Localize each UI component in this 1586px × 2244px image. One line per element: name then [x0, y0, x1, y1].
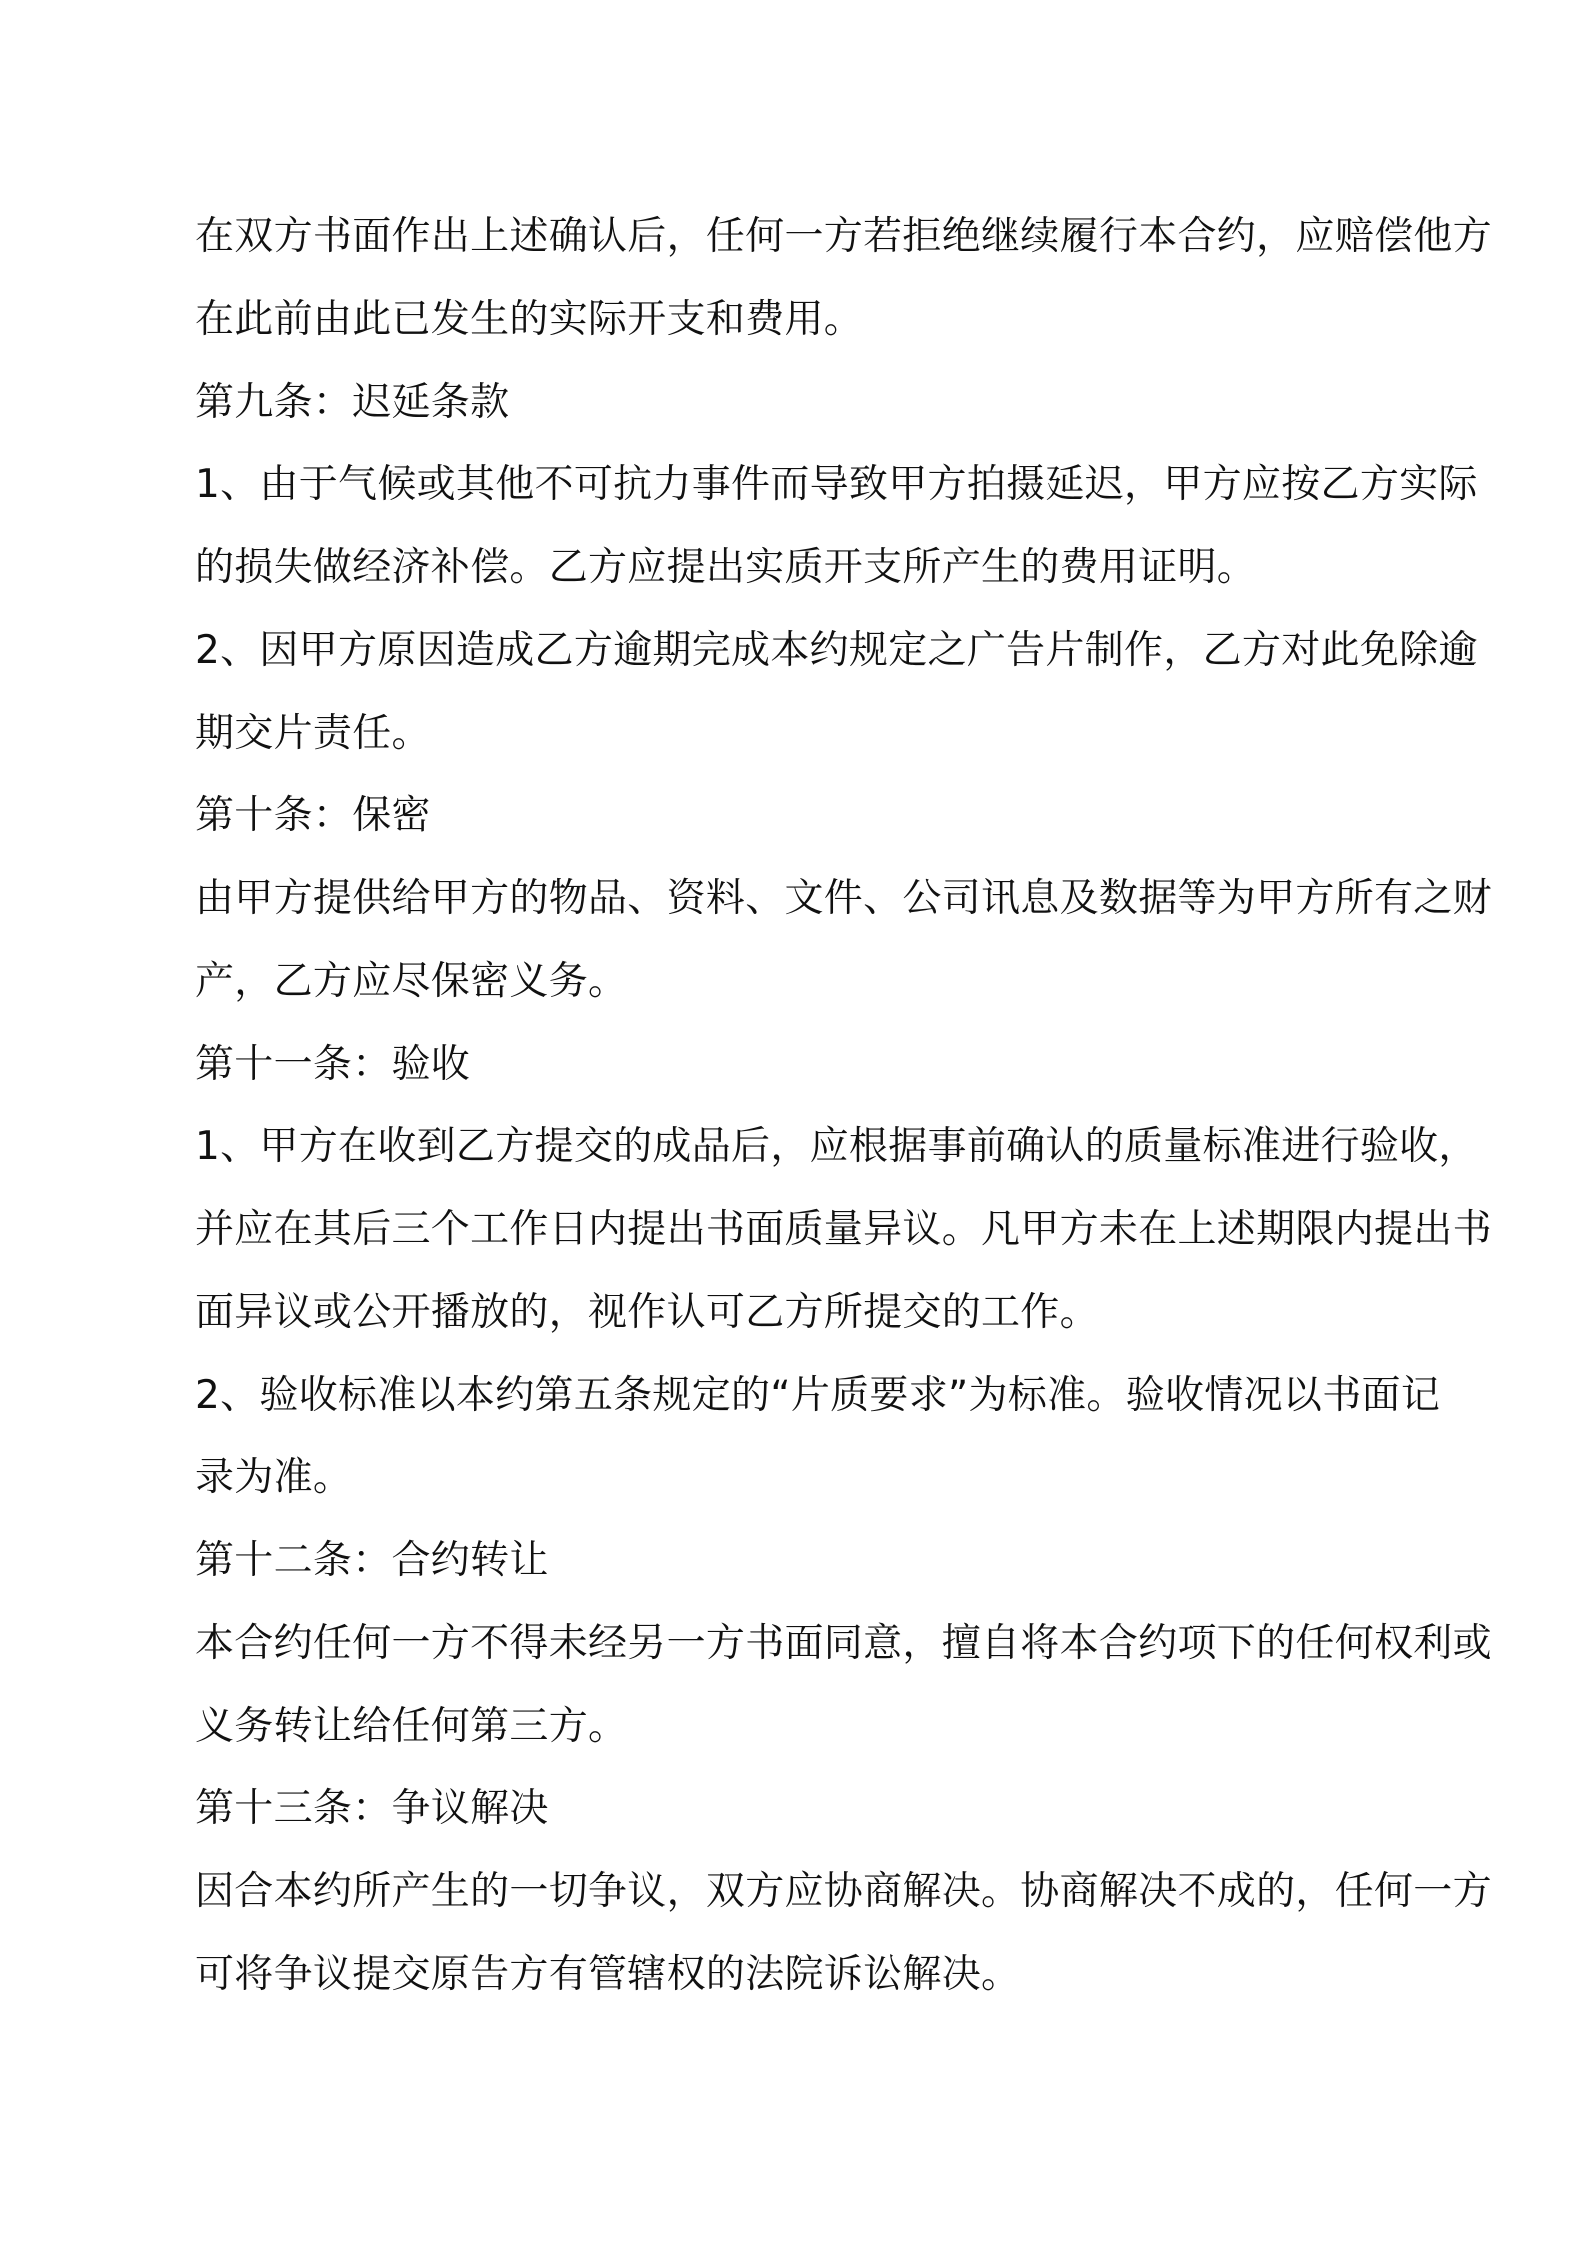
- article-11-heading: 第十一条：验收: [195, 1041, 471, 1087]
- text-line-14: 面异议或公开播放的，视作认可乙方所提交的工作。: [195, 1289, 1099, 1335]
- article-12-heading: 第十二条：合约转让: [195, 1538, 549, 1583]
- text-line-15: 2、验收标准以本约第五条规定的“片质要求”为标准。验收情况以书面记: [195, 1372, 1441, 1418]
- text-line-5: 的损失做经济补偿。乙方应提出实质开支所产生的费用证明。: [195, 545, 1257, 590]
- text-line-21: 因合本约所产生的一切争议，双方应协商解决。协商解决不成的，任何一方: [195, 1869, 1492, 1914]
- article-9-heading: 第九条：迟延条款: [195, 379, 510, 425]
- text-line-6: 2、因甲方原因造成乙方逾期完成本约规定之广告片制作，乙方对此免除逾: [195, 627, 1478, 673]
- text-line-1: 在双方书面作出上述确认后，任何一方若拒绝继续履行本合约，应赔偿他方: [195, 214, 1492, 259]
- article-10-heading: 第十条：保密: [195, 793, 431, 839]
- text-line-16: 录为准。: [195, 1455, 353, 1501]
- text-line-12: 1、甲方在收到乙方提交的成品后，应根据事前确认的质量标准进行验收，: [195, 1124, 1478, 1170]
- text-line-13: 并应在其后三个工作日内提出书面质量异议。凡甲方未在上述期限内提出书: [195, 1207, 1492, 1252]
- text-line-10: 产，乙方应尽保密义务。: [195, 958, 628, 1004]
- article-13-heading: 第十三条：争议解决: [195, 1786, 549, 1832]
- text-line-22: 可将争议提交原告方有管辖权的法院诉讼解决。: [195, 1951, 1021, 1997]
- text-line-2: 在此前由此已发生的实际开支和费用。: [195, 296, 864, 342]
- text-line-19: 义务转让给任何第三方。: [195, 1703, 628, 1749]
- contract-text: [195, 196, 1492, 2017]
- text-line-7: 期交片责任。: [195, 710, 431, 756]
- text-line-4: 1、由于气候或其他不可抗力事件而导致甲方拍摄延迟，甲方应按乙方实际: [195, 462, 1478, 508]
- text-line-18: 本合约任何一方不得未经另一方书面同意，擅自将本合约项下的任何权利或: [195, 1620, 1492, 1666]
- text-line-9: 由甲方提供给甲方的物品、资料、文件、公司讯息及数据等为甲方所有之财: [195, 876, 1492, 921]
